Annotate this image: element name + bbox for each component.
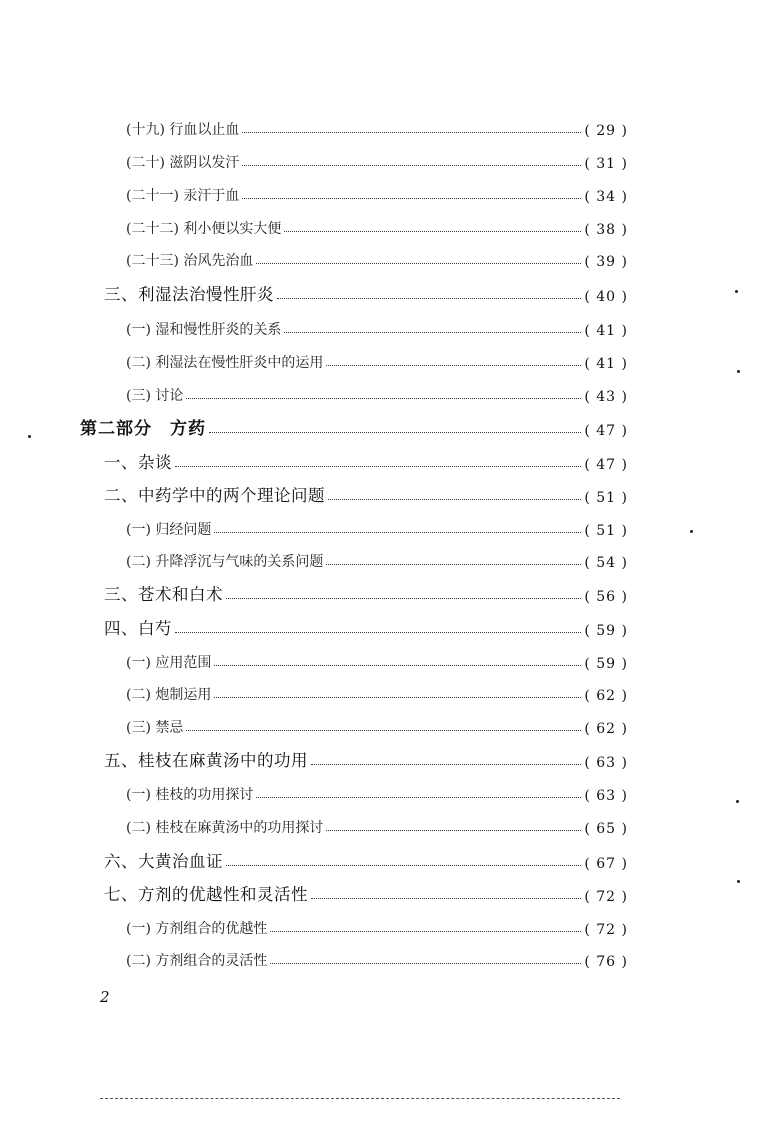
leader-dots — [284, 231, 581, 232]
toc-entry-label: (二) 桂枝在麻黄汤中的功用探讨 — [126, 820, 324, 836]
toc-entry — [104, 613, 628, 639]
page-number: 2 — [100, 988, 110, 1006]
toc-entry — [126, 912, 628, 938]
toc-entry-page: ( 67 ) — [584, 856, 628, 872]
scan-speck — [737, 370, 740, 373]
toc-entry — [126, 711, 628, 737]
toc-entry-page: ( 43 ) — [584, 389, 628, 405]
leader-dots — [270, 963, 581, 964]
toc-entry-label: (二) 利湿法在慢性肝炎中的运用 — [126, 355, 324, 371]
toc-entry-label: (一) 桂枝的功用探讨 — [126, 787, 254, 803]
toc-entry-label: 三、利湿法治慢性肝炎 — [104, 285, 274, 304]
toc-entry-page: ( 59 ) — [584, 656, 628, 672]
leader-dots — [326, 830, 581, 831]
toc-entry-label: (二) 升降浮沉与气味的关系问题 — [126, 554, 324, 570]
toc-entry-page: ( 38 ) — [584, 222, 628, 238]
toc-entry — [126, 944, 628, 970]
toc-entry — [126, 379, 628, 405]
toc-entry-label: 四、白芍 — [104, 619, 172, 638]
toc-entry-page: ( 51 ) — [584, 490, 628, 506]
toc-entry-page: ( 56 ) — [584, 589, 628, 605]
toc-entry-label: (二十三) 治风先治血 — [126, 253, 254, 269]
toc-entry-label: 第二部分 方药 — [80, 419, 206, 439]
leader-dots — [226, 865, 581, 866]
toc-entry — [104, 279, 628, 305]
leader-dots — [214, 532, 581, 533]
toc-entry-label: 三、苍术和白术 — [104, 585, 223, 604]
leader-dots — [209, 432, 581, 433]
toc-entry-label: (三) 禁忌 — [126, 720, 184, 736]
scan-speck — [735, 290, 738, 293]
toc-entry-page: ( 29 ) — [584, 123, 628, 139]
leader-dots — [242, 132, 581, 133]
toc-entry — [126, 179, 628, 205]
toc-entry — [126, 313, 628, 339]
toc-entry-page: ( 63 ) — [584, 755, 628, 771]
toc-entry-page: ( 40 ) — [584, 289, 628, 305]
toc-entry — [126, 113, 628, 139]
toc-entry — [104, 846, 628, 872]
toc-entry-page: ( 72 ) — [584, 922, 628, 938]
scan-speck — [28, 435, 31, 438]
leader-dots — [226, 598, 581, 599]
toc-entry-page: ( 34 ) — [584, 189, 628, 205]
toc-entry-page: ( 41 ) — [584, 323, 628, 339]
leader-dots — [186, 730, 581, 731]
toc-entry — [126, 346, 628, 372]
leader-dots — [256, 797, 581, 798]
toc-entry-label: 二、中药学中的两个理论问题 — [104, 486, 325, 505]
leader-dots — [284, 332, 581, 333]
toc-entry — [104, 579, 628, 605]
leader-dots — [326, 564, 581, 565]
toc-entry-page: ( 59 ) — [584, 623, 628, 639]
toc-entry-page: ( 39 ) — [584, 254, 628, 270]
toc-entry-page: ( 62 ) — [584, 721, 628, 737]
toc-entry-label: 六、大黄治血证 — [104, 852, 223, 871]
leader-dots — [311, 764, 581, 765]
leader-dots — [242, 165, 581, 166]
toc-entry — [126, 513, 628, 539]
toc-entry — [104, 745, 628, 771]
scan-speck — [737, 880, 740, 883]
toc-entry-label: (一) 方剂组合的优越性 — [126, 921, 268, 937]
scan-speck — [736, 800, 739, 803]
leader-dots — [175, 632, 581, 633]
toc-entry-label: (二十一) 汞汗于血 — [126, 188, 240, 204]
toc-entry — [126, 778, 628, 804]
toc-entry — [126, 545, 628, 571]
toc-entry-label: (十九) 行血以止血 — [126, 122, 240, 138]
leader-dots — [186, 398, 581, 399]
toc-entry — [104, 879, 628, 905]
toc-entry — [126, 244, 628, 270]
toc-entry-page: ( 62 ) — [584, 688, 628, 704]
toc-entry — [126, 678, 628, 704]
toc-entry — [126, 146, 628, 172]
leader-dots — [311, 898, 581, 899]
leader-dots — [326, 365, 581, 366]
toc-entry-label: 五、桂枝在麻黄汤中的功用 — [104, 751, 308, 770]
leader-dots — [242, 198, 581, 199]
toc-entry-label: (一) 应用范围 — [126, 655, 212, 671]
toc-entry-label: (二) 方剂组合的灵活性 — [126, 953, 268, 969]
toc-part-heading — [80, 413, 628, 439]
toc-entry-label: (二十) 滋阴以发汗 — [126, 155, 240, 171]
toc-entry — [126, 646, 628, 672]
toc-entry-page: ( 41 ) — [584, 356, 628, 372]
leader-dots — [214, 697, 581, 698]
leader-dots — [175, 466, 581, 467]
toc-entry-page: ( 63 ) — [584, 788, 628, 804]
toc-entry-page: ( 65 ) — [584, 821, 628, 837]
toc-entry-label: (一) 湿和慢性肝炎的关系 — [126, 322, 282, 338]
toc-entry-page: ( 76 ) — [584, 954, 628, 970]
toc-entry-page: ( 54 ) — [584, 555, 628, 571]
scan-edge-line — [100, 1098, 620, 1099]
toc-entry-page: ( 47 ) — [584, 423, 628, 439]
leader-dots — [328, 499, 581, 500]
leader-dots — [277, 298, 581, 299]
leader-dots — [214, 665, 581, 666]
toc-entry-page: ( 51 ) — [584, 523, 628, 539]
scan-speck — [690, 530, 693, 533]
leader-dots — [256, 263, 581, 264]
toc-entry-label: 七、方剂的优越性和灵活性 — [104, 885, 308, 904]
toc-entry-label: (二十二) 利小便以实大便 — [126, 221, 282, 237]
toc-entry — [104, 447, 628, 473]
toc-entry-label: (二) 炮制运用 — [126, 687, 212, 703]
toc-entry — [104, 480, 628, 506]
toc-entry-page: ( 31 ) — [584, 156, 628, 172]
toc-entry-page: ( 47 ) — [584, 457, 628, 473]
toc-entry — [126, 811, 628, 837]
toc-entry-label: (一) 归经问题 — [126, 522, 212, 538]
toc-entry — [126, 212, 628, 238]
leader-dots — [270, 931, 581, 932]
toc-entry-label: (三) 讨论 — [126, 388, 184, 404]
toc-entry-page: ( 72 ) — [584, 889, 628, 905]
toc-entry-label: 一、杂谈 — [104, 453, 172, 472]
